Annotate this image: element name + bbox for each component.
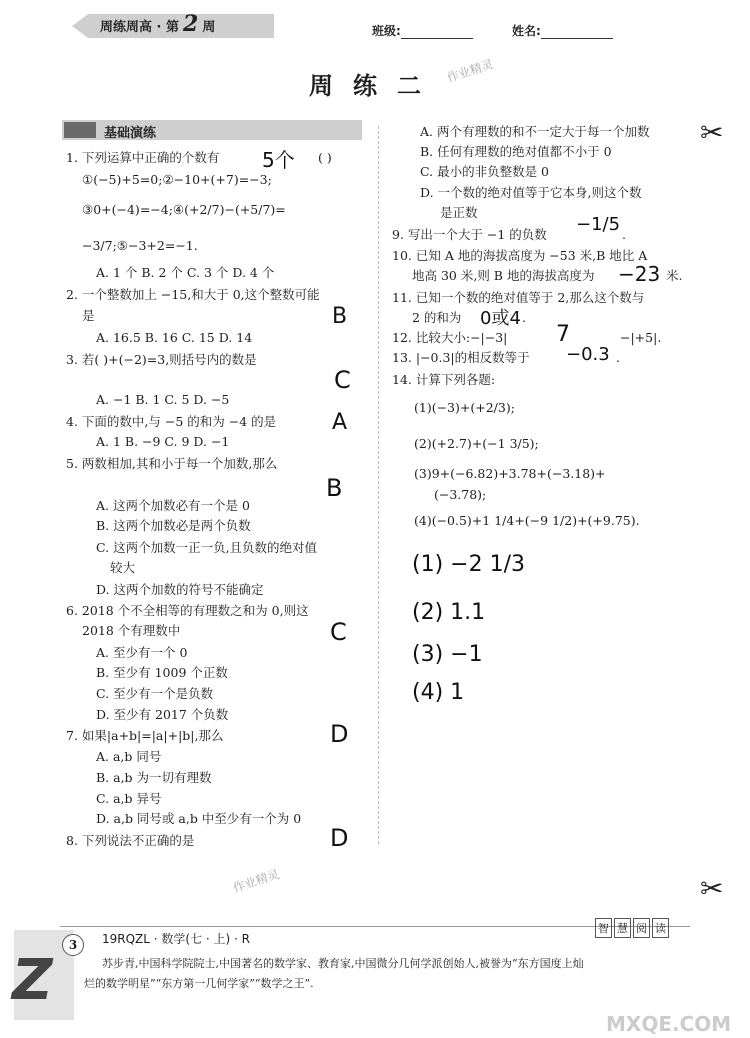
class-label: 班级: bbox=[372, 24, 401, 38]
q14-answer-1: (1) −2 1/3 bbox=[412, 552, 525, 577]
q5-c2: 较大 bbox=[110, 560, 136, 575]
tag-char-3: 阅 bbox=[633, 918, 650, 938]
name-field bbox=[512, 22, 613, 39]
footer-logo: Z bbox=[12, 948, 53, 1013]
q6-stem2: 2018 个有理数中 bbox=[82, 623, 181, 638]
q1-line2: ①(−5)+5=0;②−10+(+7)=−3; bbox=[82, 172, 272, 187]
q1-options: A. 1 个 B. 2 个 C. 3 个 D. 4 个 bbox=[96, 265, 275, 280]
q3-options: A. −1 B. 1 C. 5 D. −5 bbox=[96, 392, 230, 407]
q11-answer: 0或4 bbox=[480, 308, 521, 329]
q11-stem: 11. 已知一个数的绝对值等于 2,那么这个数与 bbox=[392, 290, 645, 305]
q5-c: C. 这两个加数一正一负,且负数的绝对值 bbox=[96, 540, 318, 555]
q5-answer: B bbox=[326, 474, 343, 502]
q7-stem: 7. 如果|a+b|=|a|+|b|,那么 bbox=[66, 728, 224, 743]
q10-stem2: 地高 30 米,则 B 地的海拔高度为 bbox=[412, 268, 595, 283]
q9-answer: −1/5 bbox=[576, 214, 621, 235]
q10-answer: −23 bbox=[618, 262, 661, 286]
q6-stem: 6. 2018 个不全相等的有理数之和为 0,则这 bbox=[66, 603, 309, 618]
q3-stem: 3. 若( )+(−2)=3,则括号内的数是 bbox=[66, 352, 257, 367]
q12-end: −|+5|. bbox=[620, 330, 662, 345]
q13-answer: −0.3 bbox=[566, 344, 610, 365]
scissors-icon-bottom: ✂ bbox=[700, 872, 724, 905]
name-label: 姓名: bbox=[512, 24, 541, 38]
q5-b: B. 这两个加数必是两个负数 bbox=[96, 518, 251, 533]
q1-line3: ③0+(−4)=−4;④(+2/7)−(+5/7)= bbox=[82, 202, 286, 217]
banner-prefix: 周练周高 · 第 bbox=[100, 20, 179, 35]
q14-stem: 14. 计算下列各题: bbox=[392, 372, 496, 387]
watermark: 作业精灵 bbox=[445, 56, 496, 86]
q14-p3: (3)9+(−6.82)+3.78+(−3.18)+ bbox=[414, 466, 606, 481]
book-code: 19RQZL · 数学(七 · 上) · R bbox=[102, 932, 250, 946]
q2-stem: 2. 一个整数加上 −15,和大于 0,这个整数可能 bbox=[66, 287, 320, 302]
q14-p2: (2)(+2.7)+(−1 3/5); bbox=[414, 436, 539, 451]
q11-stem2: 2 的和为 bbox=[412, 310, 462, 325]
page-number: 3 bbox=[62, 934, 84, 956]
watermark-2: 作业精灵 bbox=[231, 866, 282, 896]
class-blank[interactable] bbox=[401, 38, 473, 39]
q1-paren: ( ) bbox=[318, 150, 332, 165]
q6-d: D. 至少有 2017 个负数 bbox=[96, 707, 229, 722]
q10-end: 米. bbox=[666, 268, 683, 283]
bio-line-2: 烂的数学明星”“东方第一几何学家”“数学之王”. bbox=[84, 977, 314, 990]
q14-answer-2: (2) 1.1 bbox=[412, 600, 486, 625]
section-marker bbox=[64, 122, 96, 138]
q1-answer: 5个 bbox=[262, 148, 295, 172]
q8-d2: 是正数 bbox=[440, 205, 478, 220]
q7-answer: D bbox=[330, 720, 349, 748]
q1-stem: 1. 下列运算中正确的个数有 bbox=[66, 150, 220, 165]
q7-d: D. a,b 同号或 a,b 中至少有一个为 0 bbox=[96, 811, 302, 826]
q10-stem: 10. 已知 A 地的海拔高度为 −53 米,B 地比 A bbox=[392, 248, 648, 263]
q6-b: B. 至少有 1009 个正数 bbox=[96, 665, 228, 680]
tag-char-1: 智 bbox=[595, 918, 612, 938]
tag-char-2: 慧 bbox=[614, 918, 631, 938]
q13-end: . bbox=[616, 350, 620, 365]
book-tag bbox=[595, 918, 669, 938]
q9-end: . bbox=[622, 227, 626, 242]
section-label: 基础演练 bbox=[104, 126, 157, 141]
q3-answer: C bbox=[334, 366, 351, 394]
q2-options: A. 16.5 B. 16 C. 15 D. 14 bbox=[96, 330, 253, 345]
q14-answer-3: (3) −1 bbox=[412, 642, 483, 667]
tag-char-4: 读 bbox=[652, 918, 669, 938]
q14-p3b: (−3.78); bbox=[434, 487, 487, 502]
bio-line-1: 苏步青,中国科学院院士,中国著名的数学家、教育家,中国微分几何学派创始人,被誉为“东方国度上灿 bbox=[102, 957, 584, 970]
q5-stem: 5. 两数相加,其和小于每一个加数,那么 bbox=[66, 456, 278, 471]
q14-p1: (1)(−3)+(+2/3); bbox=[414, 400, 515, 415]
q1-line4: −3/7;⑤−3+2=−1. bbox=[82, 238, 198, 253]
q4-options: A. 1 B. −9 C. 9 D. −1 bbox=[96, 434, 230, 449]
q8-stem: 8. 下列说法不正确的是 bbox=[66, 833, 195, 848]
q11-end: . bbox=[522, 310, 526, 325]
q8-d: D. 一个数的绝对值等于它本身,则这个数 bbox=[420, 185, 642, 200]
scissors-icon: ✂ bbox=[700, 116, 724, 149]
banner-suffix: 周 bbox=[202, 20, 216, 35]
q6-a: A. 至少有一个 0 bbox=[96, 645, 188, 660]
header-banner-text bbox=[100, 11, 216, 37]
q2-stem2: 是 bbox=[82, 308, 95, 323]
q2-answer: B bbox=[332, 304, 348, 329]
q4-answer: A bbox=[332, 410, 348, 435]
q7-b: B. a,b 为一切有理数 bbox=[96, 770, 212, 785]
q8-a: A. 两个有理数的和不一定大于每一个加数 bbox=[420, 124, 650, 139]
class-field bbox=[372, 22, 473, 39]
q4-stem: 4. 下面的数中,与 −5 的和为 −4 的是 bbox=[66, 414, 277, 429]
q12-answer: 7 bbox=[556, 322, 570, 347]
q8-c: C. 最小的非负整数是 0 bbox=[420, 164, 549, 179]
week-number: 2 bbox=[183, 11, 199, 37]
q6-c: C. 至少有一个是负数 bbox=[96, 686, 214, 701]
q14-answer-4: (4) 1 bbox=[412, 680, 465, 705]
q6-answer: C bbox=[330, 618, 347, 646]
q7-c: C. a,b 异号 bbox=[96, 791, 162, 806]
q7-a: A. a,b 同号 bbox=[96, 749, 162, 764]
name-blank[interactable] bbox=[541, 38, 613, 39]
page-title: 周练二 bbox=[309, 72, 441, 100]
q13-stem: 13. |−0.3|的相反数等于 bbox=[392, 350, 530, 365]
q9-stem: 9. 写出一个大于 −1 的负数 bbox=[392, 227, 547, 242]
q12-stem: 12. 比较大小:−|−3| bbox=[392, 330, 508, 345]
q8-answer: D bbox=[330, 824, 349, 852]
q5-d: D. 这两个加数的符号不能确定 bbox=[96, 582, 264, 597]
site-watermark: MXQE.COM bbox=[606, 1012, 732, 1036]
column-divider bbox=[378, 126, 379, 844]
q5-a: A. 这两个加数必有一个是 0 bbox=[96, 498, 250, 513]
q14-p4: (4)(−0.5)+1 1/4+(−9 1/2)+(+9.75). bbox=[414, 513, 640, 528]
q8-b: B. 任何有理数的绝对值都不小于 0 bbox=[420, 144, 612, 159]
